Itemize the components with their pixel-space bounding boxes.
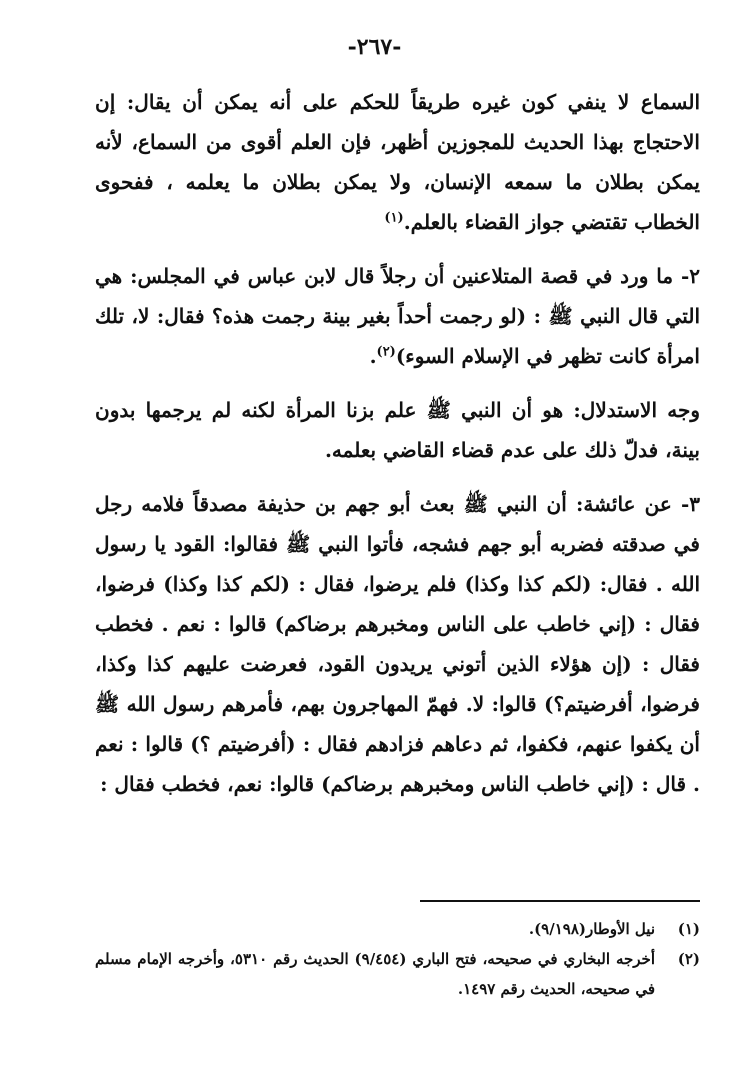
footnotes — [95, 914, 700, 1004]
body-text — [95, 82, 700, 818]
footnote-2-number: (٢) — [677, 950, 700, 968]
paragraph-3 — [95, 390, 700, 470]
paragraph-1 — [95, 82, 700, 242]
paragraph-4-text: ٣- عن عائشة: أن النبي ﷺ بعث أبو جهم بن حذيفة مصدقاً فلامه رجل في صدقته فضربه أبو جهم فشجه، فأتوا النبي ﷺ فقالوا: القود يا رسول الله . فقال: (لكم كذا وكذا) فلم يرضوا، فقال : (لكم كذا وكذا) فرضوا، فقال : (إني خاطب على الناس ومخبرهم برضاكم) قالوا : نعم . فخطب فقال : (إن هؤلاء الذين أتوني يريدون القود، فعرضت عليهم كذا وكذا، فرضوا، أفرضيتم؟) قالوا: لا. فهمّ المهاجرون بهم، فأمرهم رسول الله ﷺ أن يكفوا عنهم، فكفوا، ثم دعاهم فزادهم فقال : (أفرضيتم ؟) قالوا : نعم . قال : (إني خاطب الناس ومخبرهم برضاكم) قالوا: نعم، فخطب فقال : — [95, 492, 700, 796]
paragraph-2 — [95, 256, 700, 376]
page-number: -٢٦٧- — [347, 34, 402, 60]
footnote-1-number: (١) — [677, 920, 700, 938]
footnote-2-text: أخرجه البخاري في صحيحه، فتح الباري (٩/٤٥٤) الحديث رقم ٥٣١٠، وأخرجه الإمام مسلم في صحيحه، الحديث رقم ١٤٩٧. — [95, 950, 655, 998]
paragraph-2-end: . — [369, 344, 377, 368]
footnote-divider — [420, 900, 700, 902]
paragraph-1-text: السماع لا ينفي كون غيره طريقاً للحكم على أنه يمكن أن يقال: إن الاحتجاج بهذا الحديث للمجوزين أظهر، فإن العلم أقوى من السماع، لأنه يمكن بطلان ما سمعه الإنسان، ولا يمكن بطلان ما يعلمه ، ففحوى الخطاب تقتضي جواز القضاء بالعلم. — [95, 90, 700, 234]
footnote-1 — [95, 914, 700, 944]
footnote-ref-1: (١) — [384, 210, 404, 226]
footnote-ref-2: (٢) — [376, 344, 396, 360]
paragraph-2-text: ٢- ما ورد في قصة المتلاعنين أن رجلاً قال لابن عباس في المجلس: هي التي قال النبي ﷺ : (لو رجمت أحداً بغير بينة رجمت هذه؟ فقال: لا، تلك امرأة كانت تظهر في الإسلام السوء) — [95, 264, 700, 368]
footnote-2 — [95, 944, 700, 1004]
paragraph-3-text: وجه الاستدلال: هو أن النبي ﷺ علم بزنا المرأة لكنه لم يرجمها بدون بينة، فدلّ ذلك على عدم قضاء القاضي بعلمه. — [95, 398, 700, 462]
footnote-1-text: نيل الأوطار(٩/١٩٨). — [528, 920, 655, 938]
paragraph-4 — [95, 484, 700, 804]
